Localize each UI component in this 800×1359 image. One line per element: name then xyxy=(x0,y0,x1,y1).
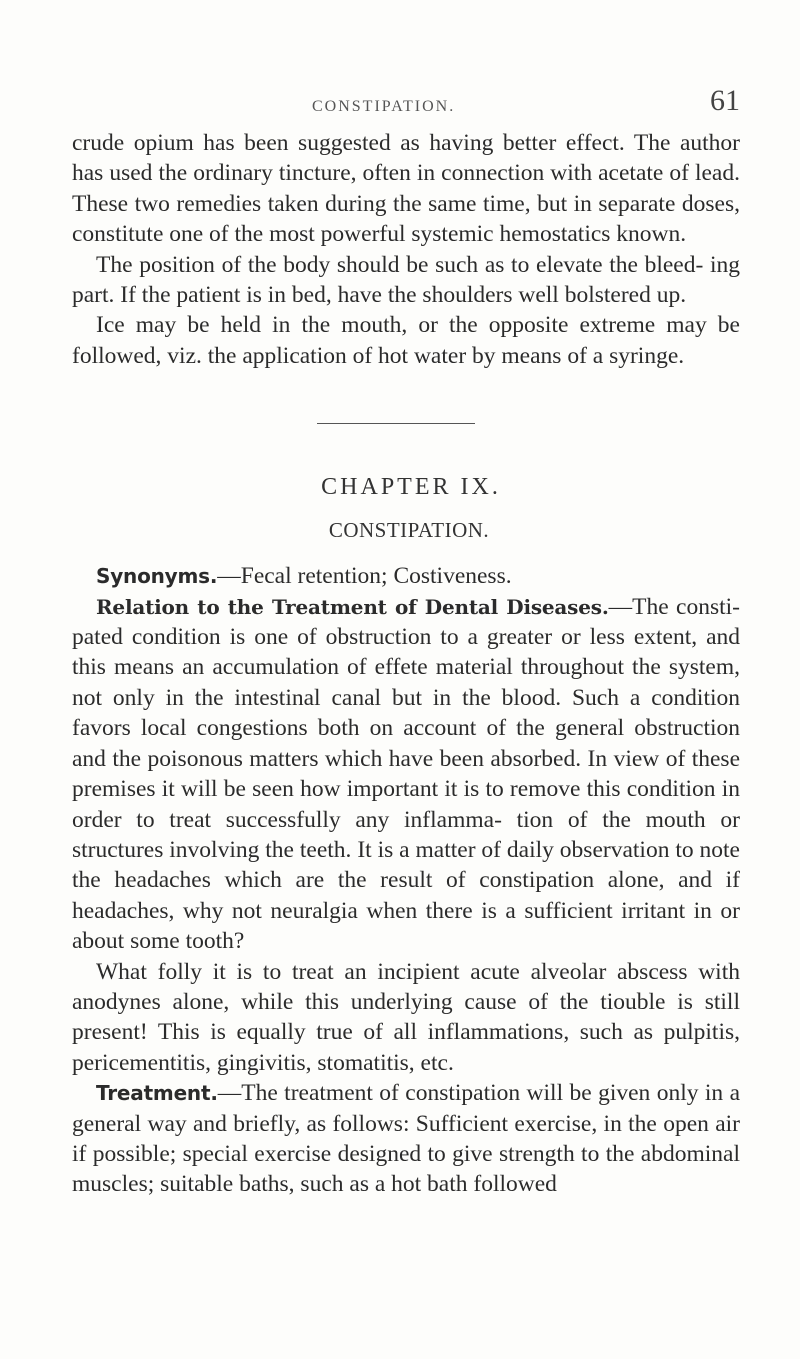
paragraph-ice: Ice may be held in the mouth, or the opposite extreme may be followed, viz. the application of hot water by means of a syringe. xyxy=(72,312,740,369)
page-number: 61 xyxy=(710,84,740,117)
paragraph-relation xyxy=(72,592,740,957)
running-head-title: CONSTIPATION. xyxy=(312,98,456,115)
treatment-label: Treatment. xyxy=(96,1081,218,1106)
paragraph-position: The position of the body should be such as to elevate the bleed- ing part. If the patient is in bed, have the shoulders well bolstered up. xyxy=(72,251,740,309)
paragraph-synonyms xyxy=(72,561,740,591)
relation-label: Relation to the Treatment of Dental Diseases. xyxy=(96,594,609,619)
synonyms-label: Synonyms. xyxy=(96,564,218,589)
running-head xyxy=(72,84,740,128)
relation-text: —The consti- pated condition is one of obstruction to a greater or less extent, and this means an accumulation of effete material throughout the system, not only in the intestinal canal but in the blood. Such a condition favors local congestions both on account of the general obstruction and the poisonous matters which have been absorbed. In view of these premises it will be seen how important it is to remove this condition in order to treat successfully any inflamma- tion of the mouth or structures involving the teeth. It is a matter of daily observation to note the headaches which are the result of constipation alone, and if headaches, why not neuralgia when there is a sufficient irritant in or about some tooth? xyxy=(72,593,740,955)
paragraph-opium: crude opium has been suggested as having better effect. The author has used the ordinary tincture, often in connection with acetate of lead. These two remedies taken during the same time, but in separate doses, constitute one of the most powerful systemic hemostatics known. xyxy=(72,130,740,248)
treatment-text: —The treatment of constipation will be given only in a general way and briefly, as follows: Sufficient exercise, in the open air if possible; special exercise designed to give strength to the abdominal muscles; suitable baths, such as a hot bath followed xyxy=(72,1080,740,1198)
paragraph-treatment xyxy=(72,1078,740,1200)
chapter-title: CONSTIPATION. xyxy=(328,518,490,543)
chapter-heading: CHAPTER IX. xyxy=(321,474,501,501)
paragraph-folly: What folly it is to treat an incipient acute alveolar abscess with anodynes alone, while this underlying cause of the tiouble is still present! This is equally true of all inflammations, such as pulpitis, pericementitis, gingivitis, stomatitis, etc. xyxy=(72,958,740,1076)
synonyms-text: —Fecal retention; Costiveness. xyxy=(217,563,512,590)
chapter-divider-rule xyxy=(317,423,475,424)
book-page xyxy=(72,84,740,1200)
